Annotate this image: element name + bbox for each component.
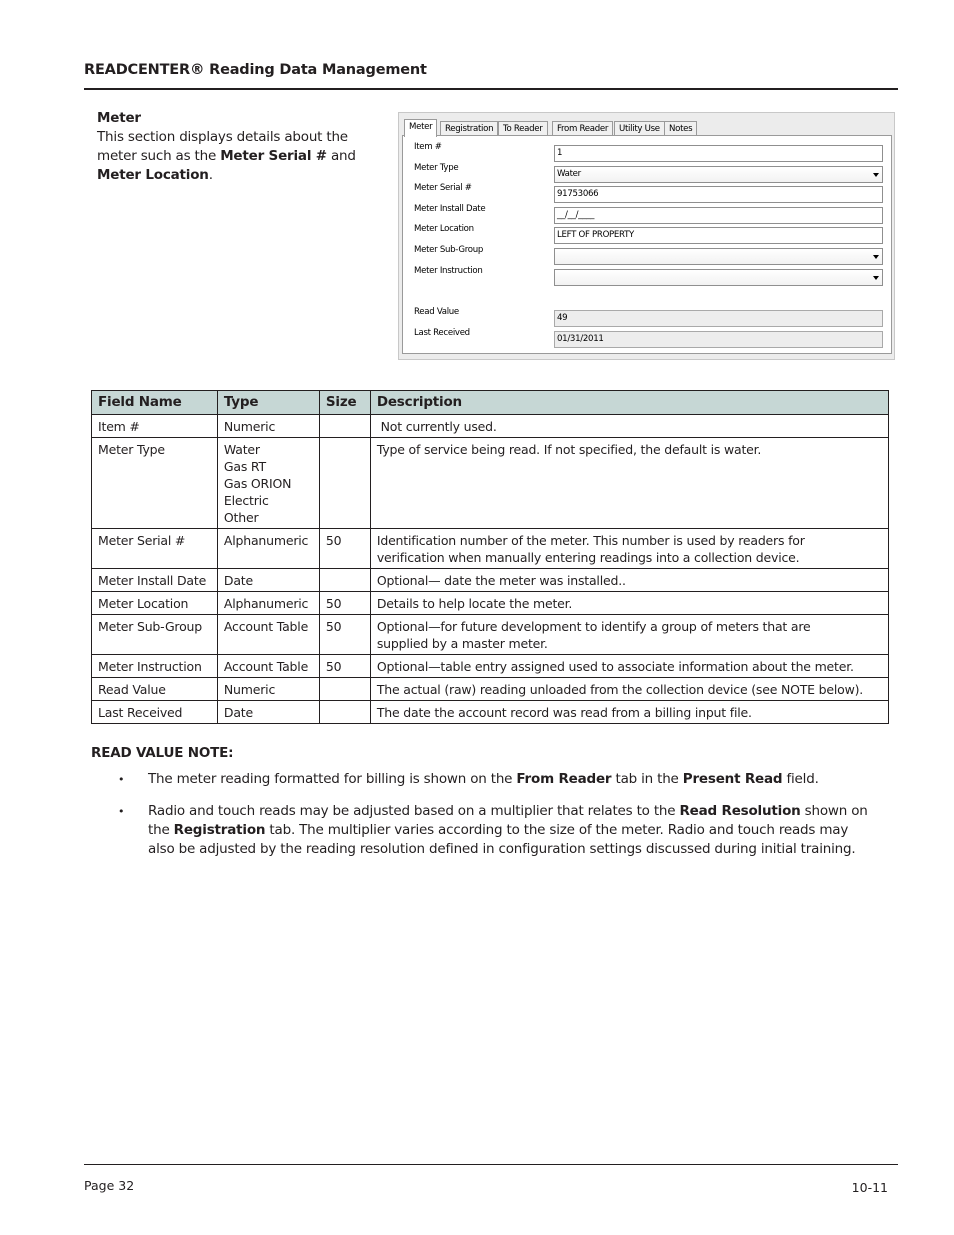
- bullet-bold: Registration: [173, 822, 266, 838]
- meter-sub-group-select[interactable]: [554, 248, 883, 265]
- form-row-item: [403, 142, 891, 160]
- type-value: Other: [223, 510, 259, 525]
- type-value: Electric: [223, 493, 269, 508]
- table-row: [92, 438, 889, 529]
- description-cell: The actual (raw) reading unloaded from the collection device (see NOTE below).: [370, 678, 888, 701]
- table-row: [92, 701, 889, 724]
- form-row-last-received: [403, 328, 891, 346]
- field-label: Meter Serial #: [414, 183, 472, 193]
- type-value: Gas RT: [223, 459, 266, 474]
- description-line: verification when manually entering readings into a collection device.: [376, 550, 800, 565]
- type-cell: [217, 438, 319, 529]
- bullet-item: [118, 802, 878, 859]
- chevron-down-icon: [873, 173, 879, 177]
- bullet-text: field.: [782, 771, 819, 787]
- type-value: Numeric: [223, 419, 276, 434]
- tab-from-reader[interactable]: From Reader: [552, 121, 613, 136]
- intro-text: This section displays details about the meter such as the: [97, 129, 348, 164]
- field-name-cell: Meter Serial #: [92, 529, 218, 569]
- intro-text: .: [208, 167, 213, 183]
- field-name-cell: Last Received: [92, 701, 218, 724]
- size-cell: 50: [319, 592, 370, 615]
- description-cell: Type of service being read. If not specified, the default is water.: [370, 438, 888, 529]
- tab-to-reader[interactable]: To Reader: [498, 121, 548, 136]
- item-number-input[interactable]: 1: [554, 145, 883, 162]
- type-value: Alphanumeric: [223, 596, 309, 611]
- size-cell: 50: [319, 655, 370, 678]
- field-label: Item #: [414, 142, 442, 152]
- meter-form-screenshot: [398, 112, 895, 360]
- type-value: Alphanumeric: [223, 533, 309, 548]
- table-row: [92, 655, 889, 678]
- field-label: Last Received: [414, 328, 470, 338]
- column-header: Type: [217, 391, 319, 415]
- description-cell: Details to help locate the meter.: [370, 592, 888, 615]
- field-label: Meter Type: [414, 163, 459, 173]
- form-row-install-date: [403, 204, 891, 222]
- type-value: Gas ORION: [223, 476, 292, 491]
- select-value: Water: [557, 169, 581, 179]
- field-definitions-table: [91, 390, 889, 724]
- description-cell: [370, 529, 888, 569]
- form-row-meter-type: [403, 163, 891, 181]
- description-line: supplied by a master meter.: [376, 636, 548, 651]
- intro-bold-location: Meter Location: [97, 167, 209, 183]
- header-divider: [84, 88, 898, 90]
- page-number: Page 32: [84, 1178, 135, 1193]
- description-cell: Optional—table entry assigned used to associate information about the meter.: [370, 655, 888, 678]
- field-label: Read Value: [414, 307, 459, 317]
- column-header: Field Name: [92, 391, 218, 415]
- install-date-input[interactable]: __/__/____: [554, 207, 883, 224]
- type-cell: [217, 592, 319, 615]
- size-cell: 50: [319, 615, 370, 655]
- field-name-cell: Meter Sub-Group: [92, 615, 218, 655]
- form-row-sub-group: [403, 245, 891, 263]
- type-value: Account Table: [223, 619, 309, 634]
- type-value: Account Table: [223, 659, 309, 674]
- field-label: Meter Sub-Group: [414, 245, 484, 255]
- meter-serial-input[interactable]: 91753066: [554, 186, 883, 203]
- bullet-bold: From Reader: [516, 771, 612, 787]
- column-header: Description: [370, 391, 888, 415]
- bullet-item: [118, 770, 878, 789]
- bullet-bold: Read Resolution: [679, 803, 801, 819]
- type-cell: [217, 701, 319, 724]
- type-cell: [217, 615, 319, 655]
- intro-text: and: [326, 148, 356, 164]
- type-cell: [217, 569, 319, 592]
- table-row: [92, 569, 889, 592]
- intro-paragraph: [97, 128, 367, 185]
- bullet-bold: Present Read: [682, 771, 783, 787]
- form-row-serial: [403, 183, 891, 201]
- document-revision: 10-11: [851, 1180, 888, 1195]
- meter-location-input[interactable]: LEFT OF PROPERTY: [554, 227, 883, 244]
- description-cell: Not currently used.: [370, 415, 888, 438]
- chevron-down-icon: [873, 276, 879, 280]
- bullet-text: Radio and touch reads may be adjusted based on a multiplier that relates to the: [148, 803, 680, 819]
- type-value: Date: [223, 573, 253, 588]
- form-row-location: [403, 224, 891, 242]
- description-line: Identification number of the meter. This number is used by readers for: [376, 533, 805, 548]
- form-row-instruction: [403, 266, 891, 284]
- type-value: Numeric: [223, 682, 276, 697]
- tab-notes[interactable]: Notes: [664, 121, 697, 136]
- chevron-down-icon: [873, 255, 879, 259]
- field-name-cell: Read Value: [92, 678, 218, 701]
- type-value: Date: [223, 705, 253, 720]
- read-value-field: 49: [554, 310, 883, 327]
- field-name-cell: Meter Location: [92, 592, 218, 615]
- intro-section: [97, 109, 367, 185]
- section-heading: Meter: [97, 110, 141, 126]
- bullet-icon: •: [118, 773, 125, 786]
- meter-form-panel: [402, 135, 892, 354]
- page-header-title: READCENTER® Reading Data Management: [84, 62, 427, 78]
- table-row: [92, 592, 889, 615]
- size-cell: [319, 438, 370, 529]
- description-cell: [370, 615, 888, 655]
- bullet-icon: •: [118, 805, 125, 818]
- size-cell: 50: [319, 529, 370, 569]
- field-label: Meter Install Date: [414, 204, 486, 214]
- bullet-text: The meter reading formatted for billing is shown on the: [148, 771, 517, 787]
- field-name-cell: Item #: [92, 415, 218, 438]
- tab-utility-use[interactable]: Utility Use: [614, 121, 665, 136]
- meter-type-select[interactable]: [554, 166, 883, 183]
- field-name-cell: Meter Type: [92, 438, 218, 529]
- table-row: [92, 678, 889, 701]
- size-cell: [319, 415, 370, 438]
- type-value: Water: [223, 442, 260, 457]
- note-bullet-list: [118, 770, 878, 872]
- field-name-cell: Meter Instruction: [92, 655, 218, 678]
- type-cell: [217, 415, 319, 438]
- bullet-text: shown on the: [148, 803, 868, 838]
- field-label: Meter Location: [414, 224, 474, 234]
- table-row: [92, 415, 889, 438]
- meter-instruction-select[interactable]: [554, 269, 883, 286]
- size-cell: [319, 701, 370, 724]
- description-cell: Optional— date the meter was installed..: [370, 569, 888, 592]
- description-line: Optional—for future development to identify a group of meters that are: [376, 619, 811, 634]
- note-heading: READ VALUE NOTE:: [91, 745, 234, 761]
- field-name-cell: Meter Install Date: [92, 569, 218, 592]
- table-row: [92, 529, 889, 569]
- description-cell: The date the account record was read from a billing input file.: [370, 701, 888, 724]
- footer-divider: [84, 1164, 898, 1165]
- bullet-text: tab. The multiplier varies according to the size of the meter. Radio and touch reads may also be adjusted by the reading resolution defined in configuration settings discussed during initial training.: [148, 822, 856, 857]
- field-label: Meter Instruction: [414, 266, 483, 276]
- form-row-read-value: [403, 307, 891, 325]
- type-cell: [217, 678, 319, 701]
- column-header: Size: [319, 391, 370, 415]
- size-cell: [319, 678, 370, 701]
- table-header-row: [92, 391, 889, 415]
- tab-meter[interactable]: Meter: [404, 119, 437, 137]
- last-received-field: 01/31/2011: [554, 331, 883, 348]
- bullet-text: tab in the: [611, 771, 683, 787]
- type-cell: [217, 529, 319, 569]
- tab-registration[interactable]: Registration: [440, 121, 498, 136]
- type-cell: [217, 655, 319, 678]
- intro-bold-serial: Meter Serial #: [220, 148, 327, 164]
- table-row: [92, 615, 889, 655]
- size-cell: [319, 569, 370, 592]
